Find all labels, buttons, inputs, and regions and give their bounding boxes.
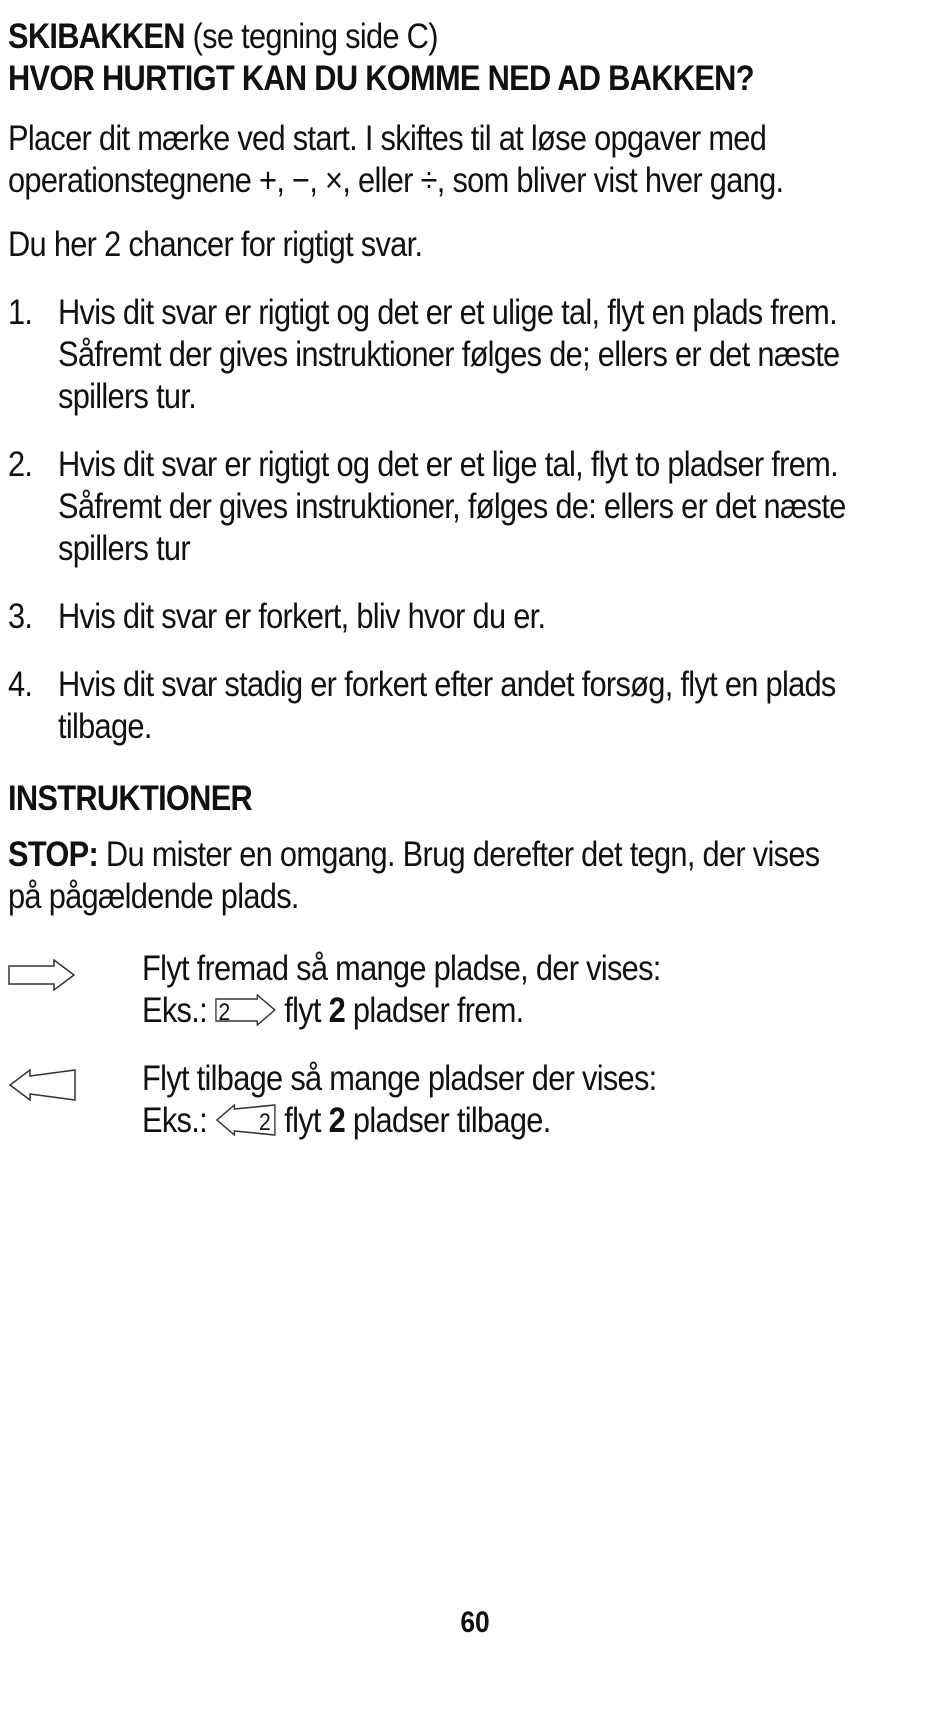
backward-text [142,1058,908,1142]
list-line: spillers tur [58,529,190,568]
stop-text: Du mister en omgang. Brug derefter det tegn, der vises [98,835,820,874]
example-post: pladser frem. [345,991,524,1030]
list-line: Hvis dit svar er rigtigt og det er et lige tal, flyt to pladser frem. [58,445,838,484]
list-number: 1. [8,293,33,332]
stop-label: STOP: [8,835,99,874]
forward-line: Flyt fremad så mange pladse, der vises: [142,949,661,988]
list-line: Såfremt der gives instruktioner, følges de: ellers er det næste [58,487,846,526]
intro-paragraph [8,118,908,202]
intro-line: Placer dit mærke ved start. I skiftes til at løse opgaver med [8,119,767,158]
example-number: 2 [218,998,230,1026]
title-bold: SKIBAKKEN [8,17,185,56]
backward-example [142,1100,816,1142]
page-number: 60 [460,1606,490,1639]
list-item [8,292,908,418]
stop-line: på pågældende plads. [8,877,299,916]
list-item [8,596,908,638]
example-pre: flyt [276,1101,329,1140]
forward-instruction [8,948,908,1032]
stop-line [8,834,820,876]
chances-text: Du her 2 chancer for rigtigt svar. [8,225,423,264]
example-post: pladser tilbage. [345,1101,551,1140]
list-line: tilbage. [58,707,152,746]
arrow-left-2-icon [215,1104,277,1136]
list-line: Hvis dit svar stadig er forkert efter andet forsøg, flyt en plads [58,665,836,704]
instructions-heading: INSTRUKTIONER [8,779,253,818]
list-body [58,292,908,418]
list-body [58,664,908,748]
list-number: 3. [8,597,33,636]
arrow-right-icon [8,958,76,992]
backward-instruction [8,1058,908,1142]
example-prefix: Eks.: [142,991,215,1030]
example-number: 2 [258,1108,270,1136]
list-line: Hvis dit svar er rigtigt og det er et ulige tal, flyt en plads frem. [58,293,837,332]
list-body [58,444,908,570]
page-title [8,16,800,58]
list-item [8,444,908,570]
list-number: 4. [8,665,33,704]
arrow-left-icon [8,1068,76,1102]
stop-instruction [8,834,908,918]
list-line: Hvis dit svar er forkert, bliv hvor du er. [58,597,546,636]
list-body [58,596,908,638]
rules-list [8,292,908,748]
list-item [8,664,908,748]
example-bold: 2 [328,991,346,1030]
example-bold: 2 [328,1101,346,1140]
list-line: Såfremt der gives instruktioner følges de; ellers er det næste [58,335,840,374]
list-line: spillers tur. [58,377,197,416]
forward-text [142,948,908,1032]
list-number: 2. [8,445,33,484]
example-pre: flyt [276,991,329,1030]
page-subtitle: HVOR HURTIGT KAN DU KOMME NED AD BAKKEN? [8,59,754,98]
manual-page [8,16,908,1142]
intro-line: operationstegnene +, −, ×, eller ÷, som bliver vist hver gang. [8,161,784,200]
backward-line: Flyt tilbage så mange pladser der vises: [142,1059,657,1098]
forward-example [142,990,816,1032]
example-prefix: Eks.: [142,1101,215,1140]
title-note: (se tegning side C) [184,17,438,56]
arrow-right-2-icon [215,994,277,1026]
